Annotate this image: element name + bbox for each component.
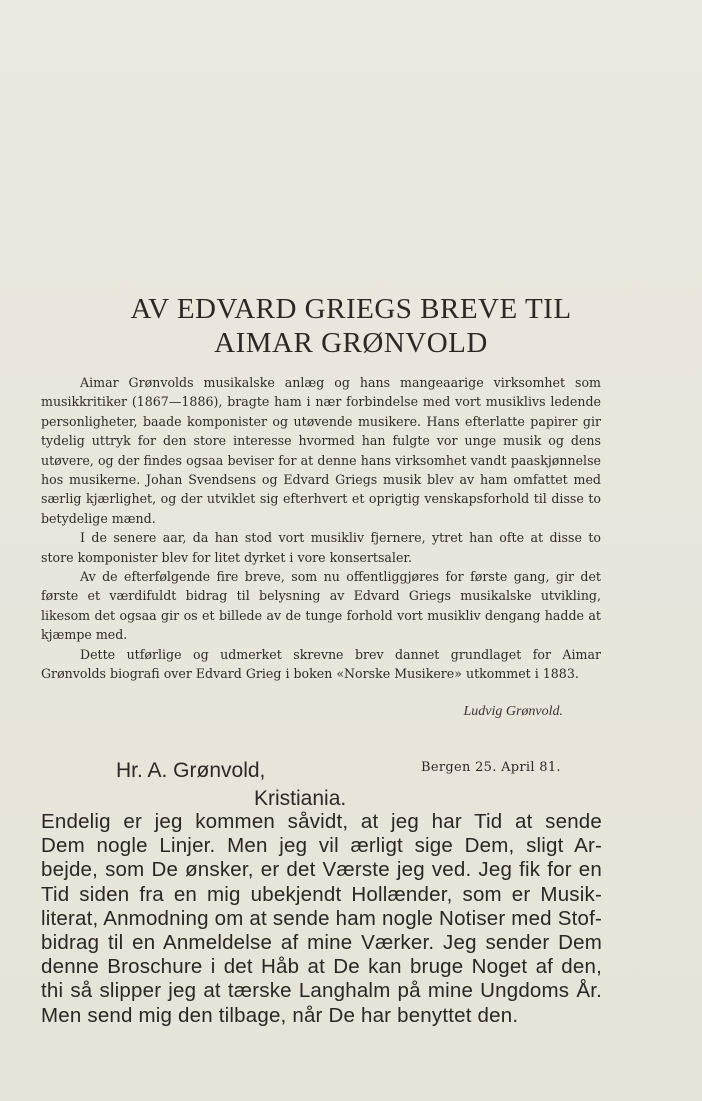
letter-line: Tid siden fra en mig ubekjendt Hollænder, som er Musik-	[41, 882, 602, 906]
letter-dateline: Bergen 25. April 81.	[421, 760, 561, 775]
letter-line: Dem nogle Linjer. Men jeg vil ærligt sige Dem, sligt Ar-	[41, 834, 602, 858]
intro-paragraph: Av de efterfølgende fire breve, som nu offentliggjøres for første gang, gir det første et værdifuldt bidrag til belysning av Edvard Griegs musikalske utvikling, likesom det ogsaa gir os et billede av de tunge forhold vort musikliv dengang hadde at kjæmpe med.	[41, 569, 601, 643]
addressee: Hr. A. Grønvold,	[116, 759, 266, 782]
letter-body	[41, 810, 602, 1028]
letter-line: bidrag til en Anmeldelse af mine Værker. Jeg sender Dem	[41, 931, 602, 955]
introduction	[41, 373, 601, 684]
title-line-2: AIMAR GRØNVOLD	[214, 327, 488, 359]
letter-line: literat, Anmodning om at sende ham nogle Notiser med Stof-	[41, 906, 602, 930]
article-title	[40, 292, 662, 360]
letter-line: thi så slipper jeg at tærske Langhalm på mine Ungdoms År.	[41, 979, 602, 1003]
editor-signature: Ludvig Grønvold.	[463, 704, 563, 719]
intro-paragraph: I de senere aar, da han stod vort musikliv fjernere, ytret han ofte at disse to store komponister blev for litet dyrket i vore konsertsaler.	[41, 530, 601, 565]
letter-line: denne Broschure i det Håb at De kan bruge Noget af den,	[41, 955, 602, 979]
letter-line: bejde, som De ønsker, er det Værste jeg ved. Jeg fik for en	[41, 858, 602, 882]
intro-paragraph: Dette utførlige og udmerket skrevne brev dannet grundlaget for Aimar Grønvolds biografi over Edvard Grieg i boken «Norske Musikere» utkommet i 1883.	[41, 646, 601, 682]
letter-line: Men send mig den tilbage, når De har benyttet den.	[41, 1003, 519, 1027]
letter-salutation	[116, 757, 346, 813]
intro-paragraph: Aimar Grønvolds musikalske anlæg og hans mangeaarige virksomhet som musikkritiker (1867—1886), bragte ham i nær forbindelse med vort musiklivs ledende personligheter, baade komponister og utøvende musikere. Hans efterlatte papirer gir tydelig uttryk for den store interesse hvormed han fulgte vor unge musik og dens utøvere, og der findes ogsaa beviser for at denne hans virksomhet vandt paaskjønnelse hos musikerne. Johan Svendsens og Edvard Griegs musik blev av ham omfattet med særlig kjærlighet, og der utviklet sig efterhvert et oprigtig venskapsforhold til disse to betydelige mænd.	[41, 375, 601, 526]
title-line-1: AV EDVARD GRIEGS BREVE TIL	[130, 293, 572, 325]
addressee-city: Kristiania.	[254, 787, 347, 810]
letter-line: Endelig er jeg kommen såvidt, at jeg har Tid at sende	[41, 810, 602, 833]
